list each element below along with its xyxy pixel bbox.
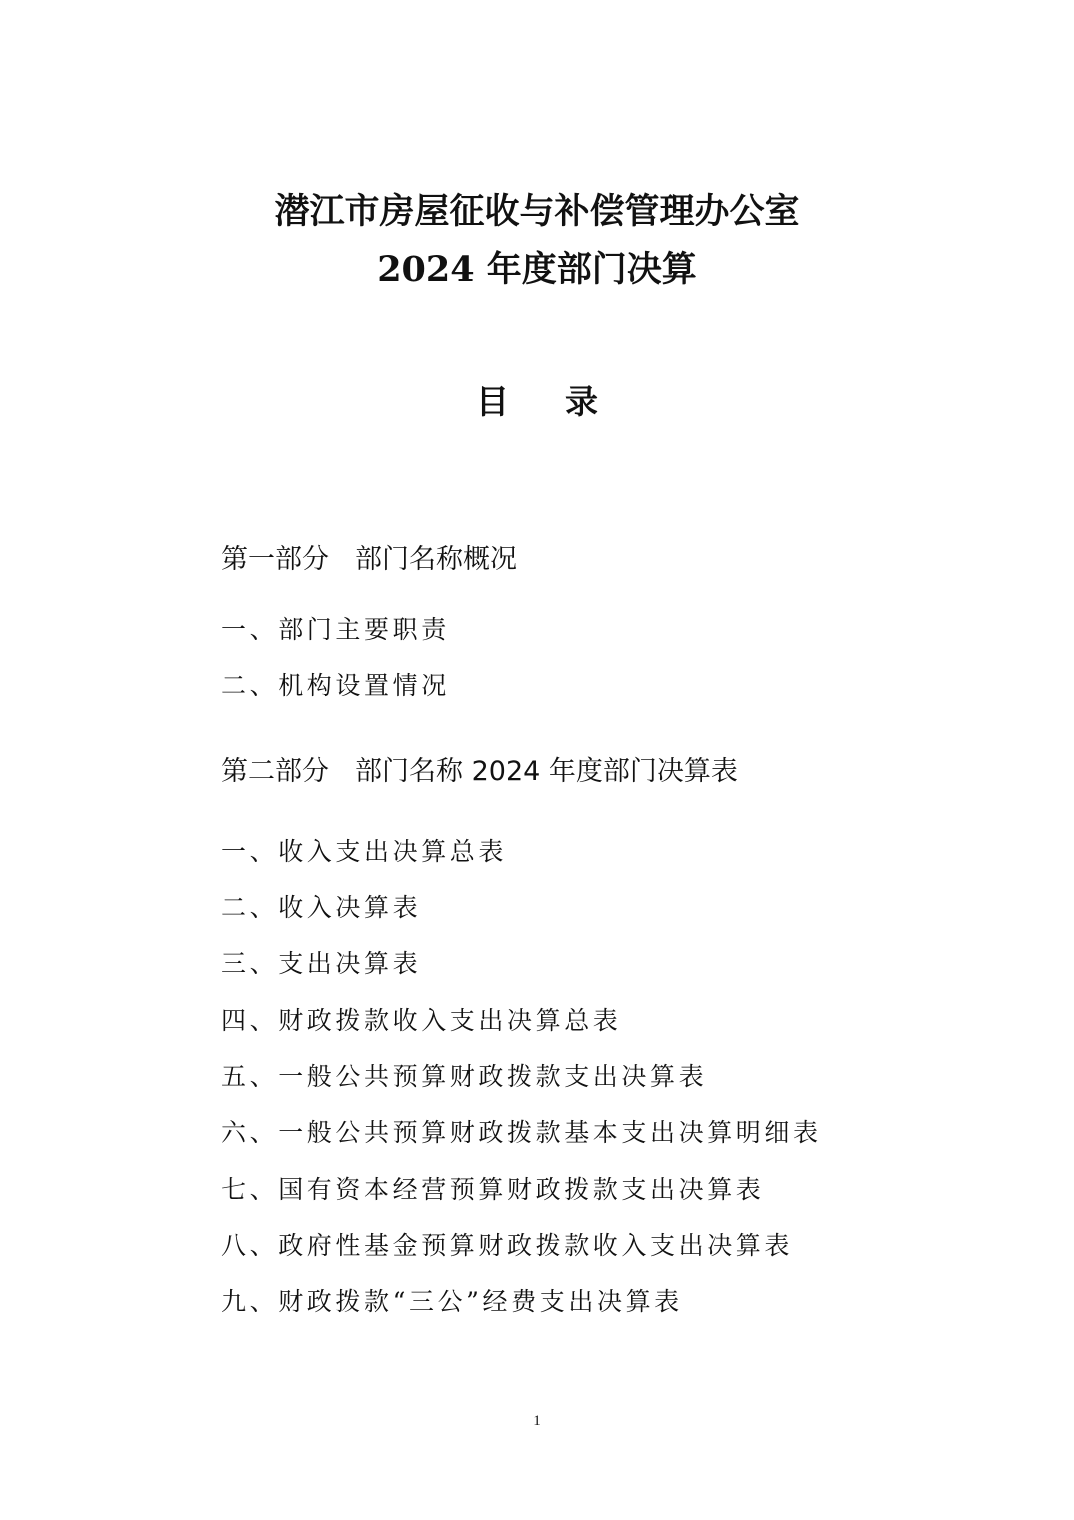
toc-item: 二、收入决算表 xyxy=(221,893,422,922)
part2-heading xyxy=(221,754,738,790)
toc-item: 一、收入支出决算总表 xyxy=(221,837,508,866)
part2-name: 部门名称 2024 年度部门决算表 xyxy=(355,756,738,787)
part1-number: 第一部分 xyxy=(221,544,329,575)
toc-heading: 目录 xyxy=(476,382,654,421)
toc-item: 二、机构设置情况 xyxy=(221,671,450,700)
toc-item: 四、财政拨款收入支出决算总表 xyxy=(221,1006,622,1035)
toc-item: 七、国有资本经营预算财政拨款支出决算表 xyxy=(221,1175,765,1204)
toc-item: 九、财政拨款“三公”经费支出决算表 xyxy=(221,1287,683,1316)
toc-item: 三、支出决算表 xyxy=(221,949,422,978)
toc-item: 六、一般公共预算财政拨款基本支出决算明细表 xyxy=(221,1118,822,1147)
toc-item: 八、政府性基金预算财政拨款收入支出决算表 xyxy=(221,1231,794,1260)
document-title-line1: 潜江市房屋征收与补偿管理办公室 xyxy=(274,191,800,232)
part1-heading xyxy=(221,542,517,578)
part1-name: 部门名称概况 xyxy=(355,544,517,575)
toc-item: 一、部门主要职责 xyxy=(221,615,450,644)
toc-item: 五、一般公共预算财政拨款支出决算表 xyxy=(221,1062,708,1091)
page-number: 1 xyxy=(533,1413,541,1429)
part2-number: 第二部分 xyxy=(221,756,329,787)
document-title-line2: 2024 年度部门决算 xyxy=(377,249,697,290)
